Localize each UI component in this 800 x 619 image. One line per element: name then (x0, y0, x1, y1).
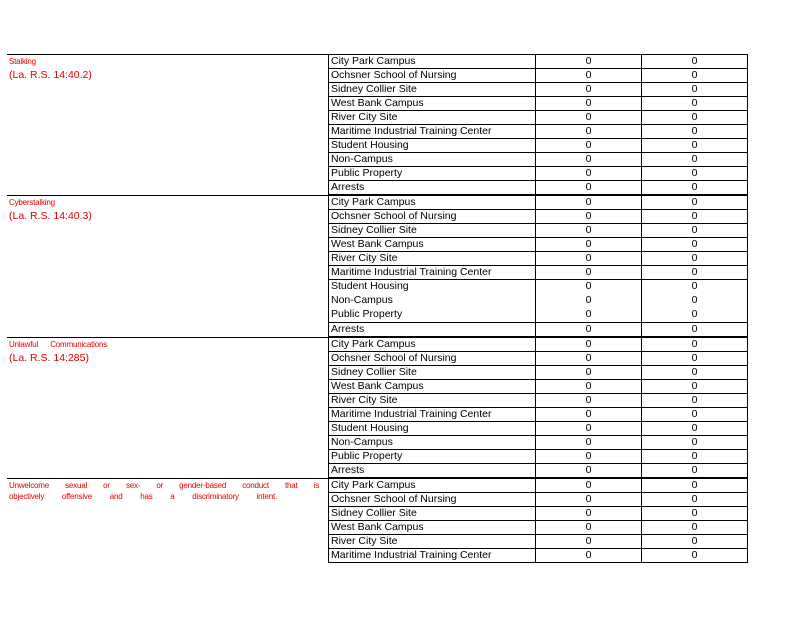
value-cell: 0 (536, 352, 642, 365)
value-cell: 0 (642, 55, 748, 68)
table-row (329, 323, 748, 337)
location-cell: River City Site (329, 111, 536, 124)
table-row (329, 139, 748, 153)
table-row (329, 338, 748, 352)
location-cell: West Bank Campus (329, 521, 536, 534)
value-cell: 0 (642, 366, 748, 379)
crime-name: Stalking (9, 57, 36, 66)
location-cell: City Park Campus (329, 338, 536, 351)
value-cell: 0 (536, 111, 642, 124)
location-cell: Non-Campus (329, 436, 536, 449)
crime-name-line1: Unwelcome sexual or sex- or gender-based conduct that is (9, 481, 319, 490)
value-cell: 0 (642, 422, 748, 435)
table-row (329, 464, 748, 478)
value-cell: 0 (536, 479, 642, 492)
value-cell: 0 (642, 97, 748, 110)
location-cell: Student Housing (329, 139, 536, 152)
location-cell: Sidney Collier Site (329, 366, 536, 379)
crime-name: Unlawful Communications (9, 340, 107, 349)
location-cell: Sidney Collier Site (329, 507, 536, 520)
value-cell: 0 (642, 196, 748, 209)
table-row (329, 181, 748, 195)
crime-name-line2: objectively offensive and has a discriminatory intent. (9, 492, 277, 501)
table-row (329, 436, 748, 450)
value-cell: 0 (536, 139, 642, 152)
location-rows (329, 479, 748, 563)
location-cell: Arrests (329, 323, 536, 336)
value-cell: 0 (642, 69, 748, 82)
table-row (329, 111, 748, 125)
table-row (329, 83, 748, 97)
value-cell: 0 (642, 83, 748, 96)
table-row (329, 238, 748, 252)
value-cell: 0 (642, 266, 748, 279)
value-cell: 0 (642, 338, 748, 351)
location-cell: Student Housing (329, 280, 536, 294)
value-cell: 0 (642, 352, 748, 365)
table-row (329, 97, 748, 111)
value-cell: 0 (536, 308, 642, 322)
table-row (329, 507, 748, 521)
value-cell: 0 (536, 55, 642, 68)
value-cell: 0 (536, 224, 642, 237)
location-rows (329, 338, 748, 478)
value-cell: 0 (536, 210, 642, 223)
table-row (329, 153, 748, 167)
location-cell: Arrests (329, 464, 536, 477)
location-cell: Sidney Collier Site (329, 224, 536, 237)
crime-name: Cyberstalking (9, 198, 55, 207)
table-row (329, 55, 748, 69)
table-row (329, 521, 748, 535)
crime-cell (7, 338, 329, 478)
value-cell: 0 (536, 535, 642, 548)
table-row (329, 125, 748, 139)
value-cell: 0 (642, 493, 748, 506)
location-cell: River City Site (329, 252, 536, 265)
value-cell: 0 (536, 436, 642, 449)
value-cell: 0 (642, 436, 748, 449)
location-cell: City Park Campus (329, 196, 536, 209)
value-cell: 0 (642, 380, 748, 393)
section-cyberstalking (7, 195, 748, 337)
table-row (329, 196, 748, 210)
location-cell: Public Property (329, 450, 536, 463)
location-cell: Maritime Industrial Training Center (329, 266, 536, 279)
value-cell: 0 (536, 450, 642, 463)
table-row (329, 549, 748, 563)
table-row (329, 366, 748, 380)
location-cell: Public Property (329, 308, 536, 322)
value-cell: 0 (536, 280, 642, 294)
location-cell: Non-Campus (329, 294, 536, 308)
value-cell: 0 (536, 238, 642, 251)
location-cell: Sidney Collier Site (329, 83, 536, 96)
location-cell: Maritime Industrial Training Center (329, 125, 536, 138)
crime-cell (7, 479, 329, 563)
location-cell: Public Property (329, 167, 536, 180)
value-cell: 0 (536, 97, 642, 110)
crime-cell (7, 196, 329, 337)
value-cell: 0 (536, 83, 642, 96)
value-cell: 0 (536, 252, 642, 265)
value-cell: 0 (536, 181, 642, 194)
value-cell: 0 (536, 366, 642, 379)
value-cell: 0 (642, 408, 748, 421)
value-cell: 0 (642, 507, 748, 520)
location-cell: Non-Campus (329, 153, 536, 166)
value-cell: 0 (536, 338, 642, 351)
table-row (329, 535, 748, 549)
location-rows (329, 55, 748, 195)
value-cell: 0 (642, 294, 748, 308)
table-row (329, 167, 748, 181)
value-cell: 0 (642, 450, 748, 463)
value-cell: 0 (642, 521, 748, 534)
value-cell: 0 (536, 394, 642, 407)
location-cell: City Park Campus (329, 479, 536, 492)
crime-cell (7, 55, 329, 195)
value-cell: 0 (642, 125, 748, 138)
value-cell: 0 (642, 323, 748, 336)
value-cell: 0 (642, 181, 748, 194)
section-unwelcome-conduct (7, 478, 748, 563)
value-cell: 0 (536, 266, 642, 279)
location-cell: Ochsner School of Nursing (329, 352, 536, 365)
table-row (329, 210, 748, 224)
value-cell: 0 (536, 380, 642, 393)
table-row (329, 308, 748, 323)
table-row (329, 394, 748, 408)
location-cell: Ochsner School of Nursing (329, 493, 536, 506)
value-cell: 0 (642, 111, 748, 124)
value-cell: 0 (642, 308, 748, 322)
value-cell: 0 (536, 521, 642, 534)
table-row (329, 422, 748, 436)
value-cell: 0 (536, 125, 642, 138)
table-row (329, 352, 748, 366)
crime-citation: (La. R.S. 14:285) (9, 352, 89, 364)
section-unlawful-communications (7, 337, 748, 478)
table-row (329, 69, 748, 83)
value-cell: 0 (536, 323, 642, 336)
value-cell: 0 (642, 167, 748, 180)
value-cell: 0 (536, 422, 642, 435)
value-cell: 0 (536, 196, 642, 209)
table-row (329, 479, 748, 493)
location-rows (329, 196, 748, 337)
value-cell: 0 (642, 210, 748, 223)
table-row (329, 280, 748, 294)
value-cell: 0 (536, 549, 642, 562)
location-cell: West Bank Campus (329, 238, 536, 251)
location-cell: West Bank Campus (329, 380, 536, 393)
value-cell: 0 (642, 153, 748, 166)
crime-citation: (La. R.S. 14:40.3) (9, 210, 92, 222)
table-row (329, 408, 748, 422)
location-cell: City Park Campus (329, 55, 536, 68)
value-cell: 0 (536, 464, 642, 477)
value-cell: 0 (536, 493, 642, 506)
value-cell: 0 (642, 252, 748, 265)
value-cell: 0 (642, 139, 748, 152)
value-cell: 0 (642, 464, 748, 477)
value-cell: 0 (536, 507, 642, 520)
value-cell: 0 (536, 408, 642, 421)
table-row (329, 380, 748, 394)
value-cell: 0 (536, 153, 642, 166)
section-stalking (7, 54, 748, 195)
location-cell: Ochsner School of Nursing (329, 210, 536, 223)
crime-statistics-table (7, 54, 748, 563)
value-cell: 0 (642, 280, 748, 294)
value-cell: 0 (536, 69, 642, 82)
table-row (329, 493, 748, 507)
table-row (329, 252, 748, 266)
location-cell: River City Site (329, 394, 536, 407)
location-cell: River City Site (329, 535, 536, 548)
location-cell: Student Housing (329, 422, 536, 435)
table-row (329, 450, 748, 464)
location-cell: Ochsner School of Nursing (329, 69, 536, 82)
value-cell: 0 (642, 535, 748, 548)
value-cell: 0 (536, 167, 642, 180)
value-cell: 0 (642, 238, 748, 251)
location-cell: Maritime Industrial Training Center (329, 549, 536, 562)
table-row (329, 294, 748, 308)
location-cell: Arrests (329, 181, 536, 194)
value-cell: 0 (536, 294, 642, 308)
value-cell: 0 (642, 224, 748, 237)
crime-citation: (La. R.S. 14:40.2) (9, 69, 92, 81)
value-cell: 0 (642, 549, 748, 562)
value-cell: 0 (642, 479, 748, 492)
table-row (329, 266, 748, 280)
table-row (329, 224, 748, 238)
location-cell: Maritime Industrial Training Center (329, 408, 536, 421)
location-cell: West Bank Campus (329, 97, 536, 110)
value-cell: 0 (642, 394, 748, 407)
